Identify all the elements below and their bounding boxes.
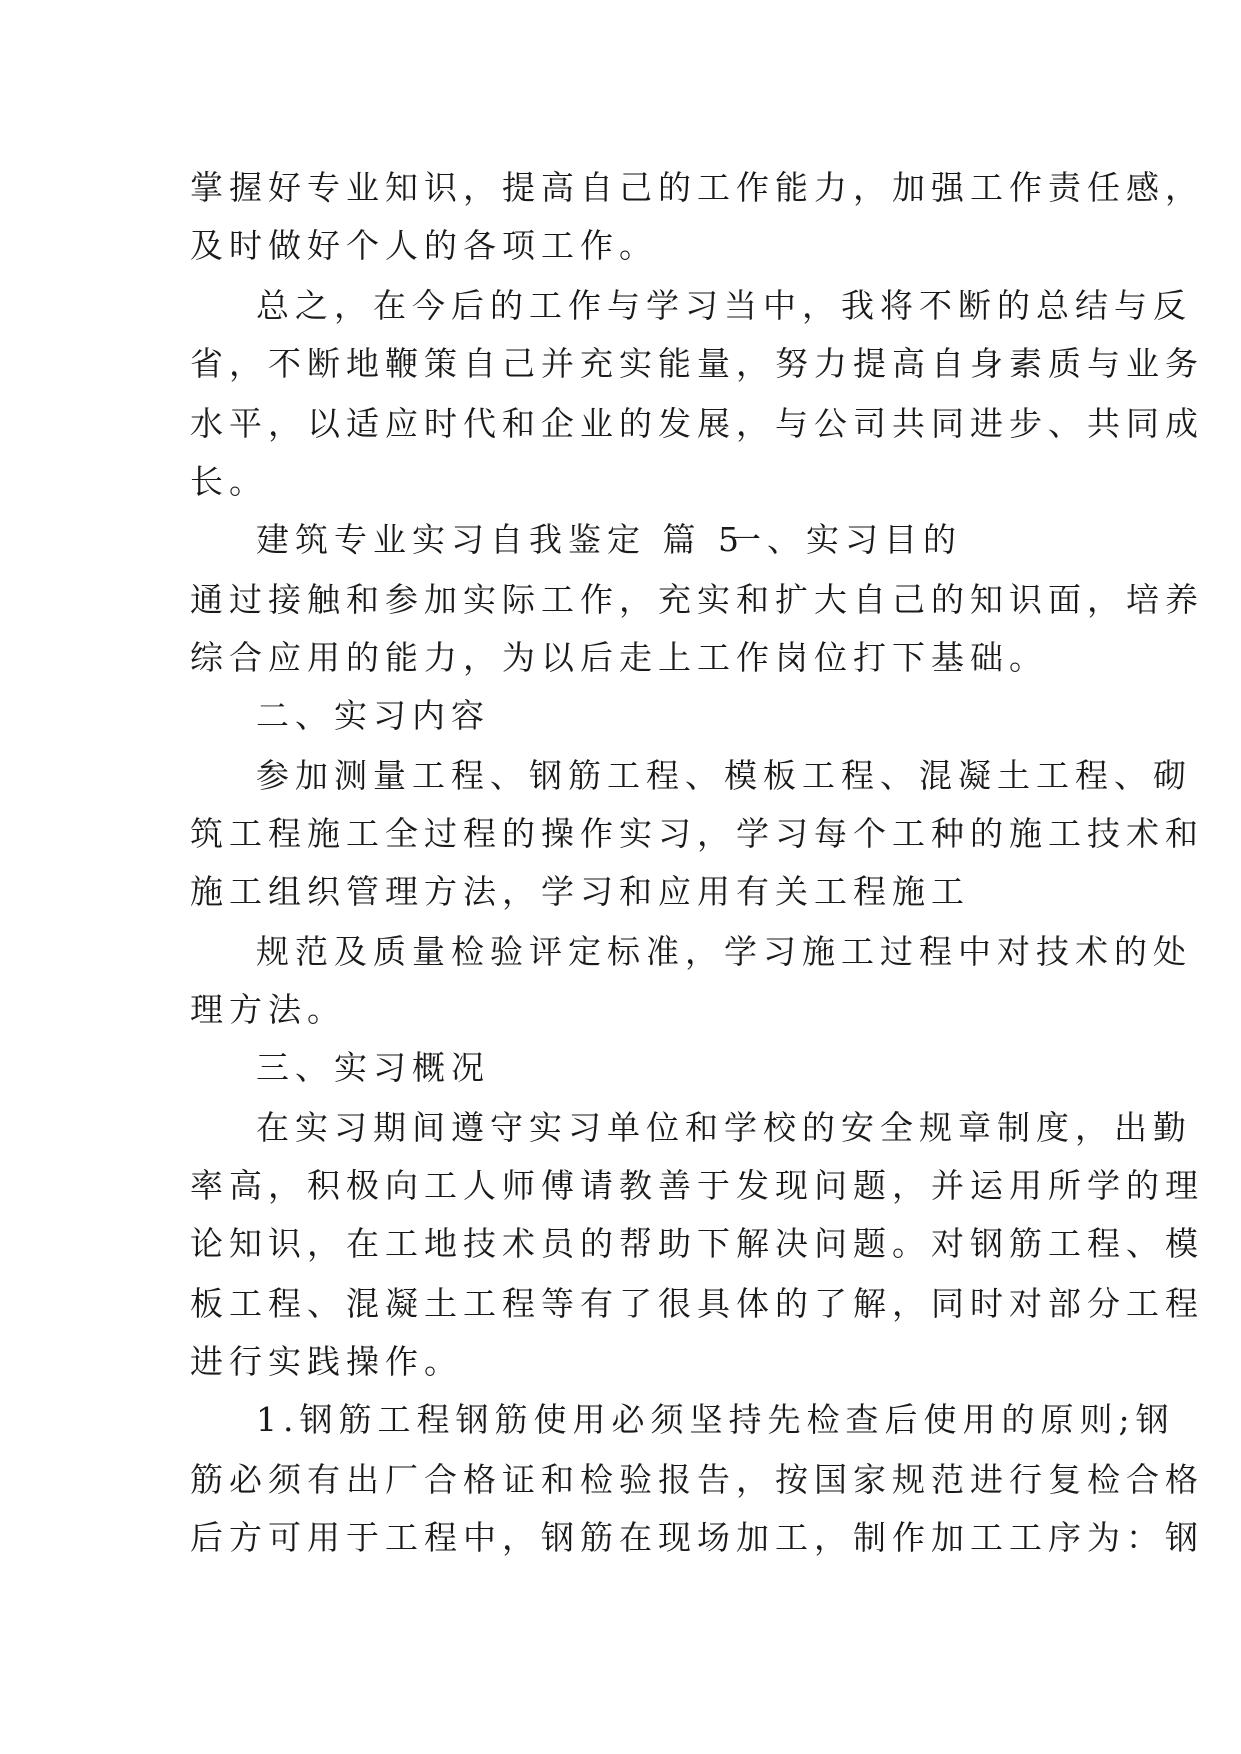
text-line: 掌握好专业知识，提高自己的工作能力，加强工作责任感， (190, 168, 1204, 207)
text-line: 筋必须有出厂合格证和检验报告，按国家规范进行复检合格 (190, 1460, 1204, 1499)
text-line: 筑工程施工全过程的操作实习，学习每个工种的施工技术和 (190, 814, 1204, 853)
text-line: 参加测量工程、钢筋工程、模板工程、混凝土工程、砌 (256, 756, 1192, 795)
text-line: 及时做好个人的各项工作。 (190, 226, 658, 265)
text-line: 理方法。 (190, 990, 346, 1029)
text-line: 进行实践操作。 (190, 1342, 463, 1381)
section-heading: 一、实习目的 (728, 520, 962, 559)
text-line: 后方可用于工程中，钢筋在现场加工，制作加工工序为：钢 (190, 1518, 1204, 1557)
text-line: 在实习期间遵守实习单位和学校的安全规章制度，出勤 (256, 1108, 1192, 1147)
text-line: 1.钢筋工程钢筋使用必须坚持先检查后使用的原则;钢 (256, 1400, 1175, 1439)
text-line: 率高，积极向工人师傅请教善于发现问题，并运用所学的理 (190, 1166, 1204, 1205)
text-line: 规范及质量检验评定标准，学习施工过程中对技术的处 (256, 932, 1192, 971)
text-line: 论知识，在工地技术员的帮助下解决问题。对钢筋工程、模 (190, 1224, 1204, 1263)
section-heading: 二、实习内容 (256, 696, 490, 735)
text-line: 通过接触和参加实际工作，充实和扩大自己的知识面，培养 (190, 580, 1204, 619)
text-line: 施工组织管理方法，学习和应用有关工程施工 (190, 872, 970, 911)
text-line: 长。 (190, 462, 268, 501)
text-line: 水平，以适应时代和企业的发展，与公司共同进步、共同成 (190, 404, 1204, 443)
text-line: 省，不断地鞭策自己并充实能量，努力提高自身素质与业务 (190, 344, 1204, 383)
text-line: 综合应用的能力，为以后走上工作岗位打下基础。 (190, 638, 1048, 677)
section-heading: 三、实习概况 (256, 1048, 490, 1087)
text-line: 板工程、混凝土工程等有了很具体的了解，同时对部分工程 (190, 1284, 1204, 1323)
text-line: 总之，在今后的工作与学习当中，我将不断的总结与反 (256, 286, 1192, 325)
section-title: 建筑专业实习自我鉴定 篇 5 (256, 520, 745, 559)
